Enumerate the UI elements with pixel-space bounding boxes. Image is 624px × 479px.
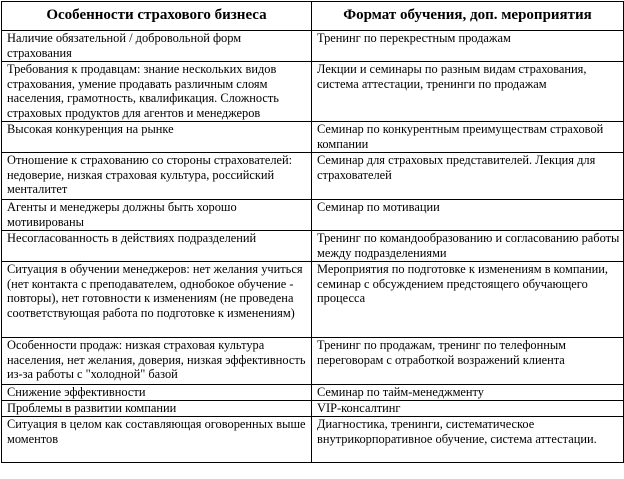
feature-cell: Проблемы в развитии компании (2, 401, 312, 417)
table-row (2, 385, 624, 401)
feature-cell: Агенты и менеджеры должны быть хорошо мотивированы (2, 200, 312, 231)
format-cell: Тренинг по перекрестным продажам (312, 31, 624, 62)
format-cell: Тренинг по командообразованию и согласованию работы между подразделениями (312, 231, 624, 262)
table-row (2, 231, 624, 262)
table-row (2, 338, 624, 385)
table-header (2, 2, 624, 31)
format-cell: Семинар по тайм-менеджменту (312, 385, 624, 401)
table-row (2, 401, 624, 417)
table-row (2, 262, 624, 338)
format-cell: Лекции и семинары по разным видам страхования, система аттестации, тренинги по продажам (312, 62, 624, 122)
table-row (2, 200, 624, 231)
table-body (2, 31, 624, 463)
table-row (2, 62, 624, 122)
feature-cell: Ситуация в целом как составляющая оговоренных выше моментов (2, 417, 312, 463)
format-cell: VIP-консалтинг (312, 401, 624, 417)
format-cell: Семинар по мотивации (312, 200, 624, 231)
feature-cell: Снижение эффективности (2, 385, 312, 401)
feature-cell: Высокая конкуренция на рынке (2, 122, 312, 153)
format-cell: Семинар по конкурентным преимуществам страховой компании (312, 122, 624, 153)
table-row (2, 31, 624, 62)
feature-cell: Отношение к страхованию со стороны страхователей: недоверие, низкая страховая культура, российский менталитет (2, 153, 312, 200)
header-row (2, 2, 624, 31)
feature-cell: Несогласованность в действиях подразделений (2, 231, 312, 262)
format-cell: Диагностика, тренинги, систематическое внутрикорпоративное обучение, система аттестации. (312, 417, 624, 463)
feature-cell: Требования к продавцам: знание нескольких видов страхования, умение продавать различным слоям населения, грамотность, квалификация. Сложность страховых продуктов для агентов и менеджеров (2, 62, 312, 122)
feature-cell: Особенности продаж: низкая страховая культура населения, нет желания, доверия, низкая эффективность из-за работы с "холодной" базой (2, 338, 312, 385)
table-row (2, 417, 624, 463)
training-formats-table (1, 1, 624, 463)
table-row (2, 122, 624, 153)
feature-cell: Ситуация в обучении менеджеров: нет желания учиться (нет контакта с преподавателем, однобокое обучение - повторы), нет готовности к изменениям (не проведена соответствующая работа по подготовке к изменениям) (2, 262, 312, 338)
header-insurance-features: Особенности страхового бизнеса (2, 2, 312, 31)
header-training-format: Формат обучения, доп. мероприятия (312, 2, 624, 31)
format-cell: Семинар для страховых представителей. Лекция для страхователей (312, 153, 624, 200)
feature-cell: Наличие обязательной / добровольной форм страхования (2, 31, 312, 62)
format-cell: Тренинг по продажам, тренинг по телефонным переговорам с отработкой возражений клиента (312, 338, 624, 385)
format-cell: Мероприятия по подготовке к изменениям в компании, семинар с обсуждением предстоящего обучающего процесса (312, 262, 624, 338)
table-row (2, 153, 624, 200)
